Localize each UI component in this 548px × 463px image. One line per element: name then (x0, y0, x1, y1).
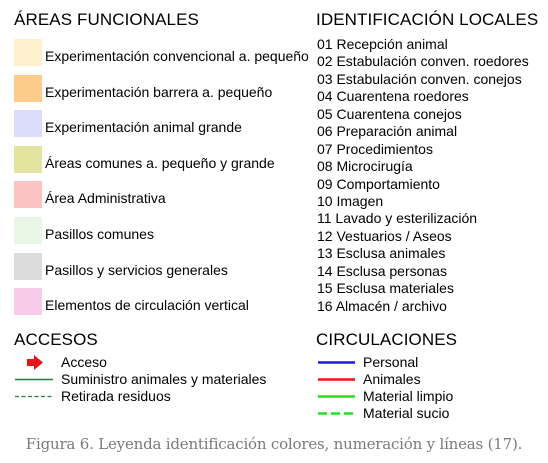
color-swatch (14, 181, 42, 208)
local-item: 05 Cuarentena conejos (317, 105, 462, 122)
locales-legend (317, 36, 542, 315)
local-item: 07 Procedimientos (317, 140, 433, 157)
line-sample (317, 388, 357, 405)
area-label: Áreas comunes a. pequeño y grande (45, 154, 275, 171)
accesos-heading: ACCESOS (14, 330, 98, 349)
local-item: 08 Microcirugía (317, 158, 413, 175)
color-swatch (14, 288, 42, 315)
accesos-legend (14, 354, 304, 405)
solid-line-icon (14, 371, 60, 388)
area-label: Elementos de circulación vertical (45, 297, 249, 314)
color-swatch (14, 110, 42, 137)
circulacion-label: Animales (363, 371, 421, 387)
color-swatch (14, 39, 42, 66)
suministro-label: Suministro animales y materiales (61, 371, 267, 387)
area-label: Pasillos comunes (45, 225, 154, 242)
area-label: Experimentación animal grande (45, 119, 242, 136)
line-sample (317, 371, 357, 388)
red-arrow-icon (14, 354, 60, 371)
acceso-item (14, 354, 304, 371)
areas-legend (14, 37, 314, 322)
local-item: 10 Imagen (317, 192, 384, 209)
area-item (14, 179, 314, 215)
suministro-item (14, 371, 304, 388)
circulacion-label: Material limpio (363, 388, 454, 404)
area-item (14, 286, 314, 322)
area-label: Área Administrativa (45, 190, 166, 207)
area-label: Experimentación barrera a. pequeño (45, 83, 273, 100)
color-swatch (14, 217, 42, 244)
area-item (14, 108, 314, 144)
circulacion-item (317, 388, 537, 405)
residuos-label: Retirada residuos (61, 388, 171, 404)
color-swatch (14, 146, 42, 173)
local-item: 01 Recepción animal (317, 36, 448, 52)
local-item: 13 Esclusa animales (317, 245, 446, 262)
circulacion-item (317, 405, 537, 422)
area-item (14, 37, 314, 73)
local-item: 11 Lavado y esterilización (317, 210, 478, 227)
line-sample (317, 405, 357, 422)
dashed-line-icon (14, 388, 60, 405)
local-item: 16 Almacén / archivo (317, 297, 447, 314)
local-item: 02 Estabulación conven. roedores (317, 53, 529, 70)
residuos-item (14, 388, 304, 405)
acceso-label: Acceso (61, 354, 107, 370)
areas-heading: ÁREAS FUNCIONALES (14, 10, 199, 29)
local-item: 12 Vestuarios / Aseos (317, 227, 452, 244)
area-item (14, 144, 314, 180)
circulaciones-heading: CIRCULACIONES (316, 330, 458, 349)
circulacion-label: Material sucio (363, 405, 450, 421)
locales-heading: IDENTIFICACIÓN LOCALES (316, 10, 539, 29)
local-item: 09 Comportamiento (317, 175, 440, 192)
color-swatch (14, 253, 42, 280)
area-item (14, 73, 314, 109)
area-label: Experimentación convencional a. pequeño (45, 48, 309, 64)
local-item: 14 Esclusa personas (317, 262, 447, 279)
local-item: 15 Esclusa materiales (317, 280, 454, 297)
area-label: Pasillos y servicios generales (45, 261, 228, 278)
circulaciones-legend (317, 354, 537, 422)
figure-caption: Figura 6. Leyenda identificación colores, numeración y líneas (17). (25, 435, 523, 453)
area-item (14, 251, 314, 287)
color-swatch (14, 75, 42, 102)
circulacion-item (317, 354, 537, 371)
line-sample (317, 354, 357, 371)
local-item: 03 Estabulación conven. conejos (317, 70, 522, 87)
local-item: 06 Preparación animal (317, 123, 458, 140)
circulacion-item (317, 371, 537, 388)
local-item: 04 Cuarentena roedores (317, 88, 469, 105)
circulacion-label: Personal (363, 354, 419, 370)
area-item (14, 215, 314, 251)
